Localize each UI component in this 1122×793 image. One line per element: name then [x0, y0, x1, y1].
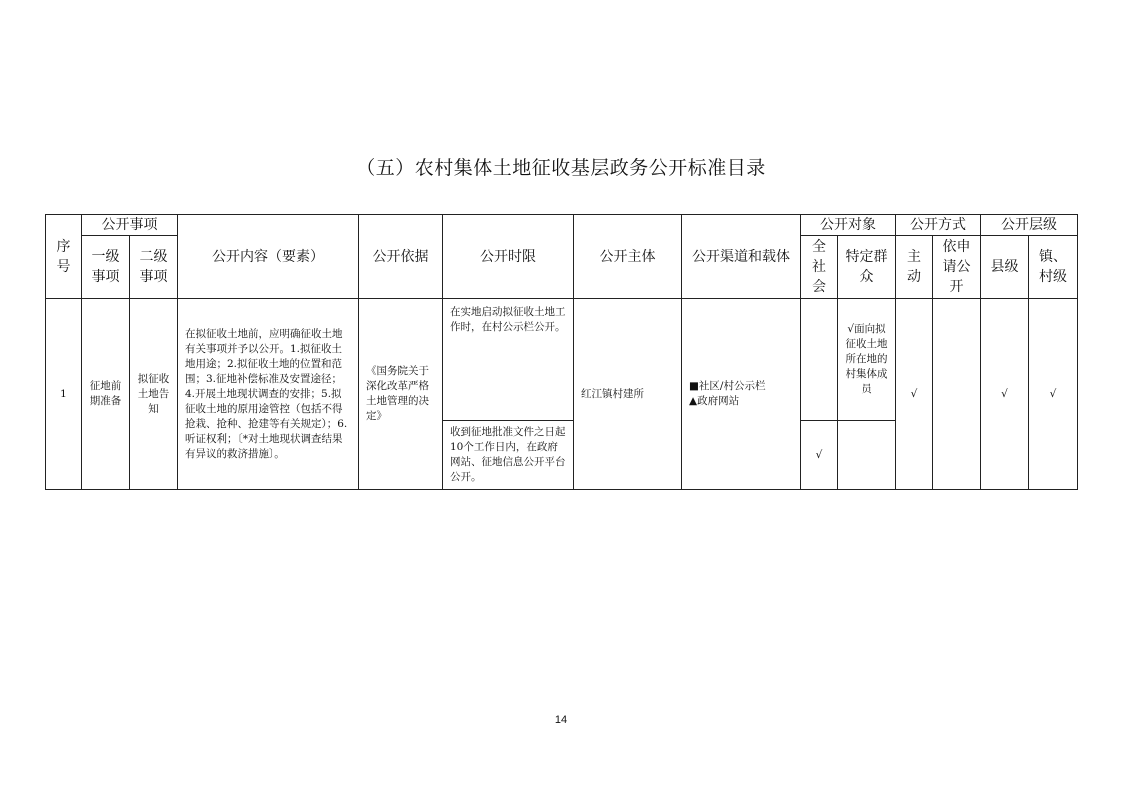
- cell-level2: 拟征收土地告知: [130, 299, 178, 490]
- cell-channel: [682, 299, 801, 490]
- cell-time-limit-1: 在实地启动拟征收土地工作时，在村公示栏公开。: [443, 299, 574, 421]
- header-content: 公开内容（要素）: [178, 215, 359, 299]
- cell-basis: 《国务院关于深化改革严格土地管理的决定》: [359, 299, 443, 490]
- cell-specific-group-2: [838, 421, 896, 490]
- header-level1: 一级事项: [82, 236, 130, 299]
- header-subject: 公开主体: [574, 215, 682, 299]
- header-level: 公开层级: [981, 215, 1078, 236]
- cell-seq: 1: [46, 299, 82, 490]
- header-specific-group: 特定群众: [838, 236, 896, 299]
- cell-time-limit-2: 收到征地批准文件之日起10个工作日内，在政府网站、征地信息公开平台公开。: [443, 421, 574, 490]
- catalog-table: [45, 214, 1078, 490]
- header-town-village: 镇、村级: [1029, 236, 1078, 299]
- header-channel: 公开渠道和载体: [682, 215, 801, 299]
- header-proactive: 主动: [896, 236, 933, 299]
- cell-content: 在拟征收土地前，应明确征收土地有关事项并予以公开。1.拟征收土地用途；2.拟征收土地的位置和范围；3.征地补偿标准及安置途径；4.开展土地现状调查的安排；5.拟征收土地的原用途管控（包括不得抢栽、抢种、抢建等有关规定）；6.听证权利；〔*对土地现状调查结果有异议的救济措施〕。: [178, 299, 359, 490]
- header-method: 公开方式: [896, 215, 981, 236]
- table-row: [46, 299, 1078, 421]
- cell-specific-group-1: √面向拟征收土地所在地的村集体成员: [838, 299, 896, 421]
- header-basis: 公开依据: [359, 215, 443, 299]
- header-county: 县级: [981, 236, 1029, 299]
- cell-whole-society-1: [801, 299, 838, 421]
- header-time-limit: 公开时限: [443, 215, 574, 299]
- page-number: 14: [554, 714, 568, 726]
- cell-whole-society-2: √: [801, 421, 838, 490]
- cell-level1: 征地前期准备: [82, 299, 130, 490]
- header-on-request: 依申请公开: [933, 236, 981, 299]
- header-level2: 二级事项: [130, 236, 178, 299]
- header-public-matter: 公开事项: [82, 215, 178, 236]
- cell-county: √: [981, 299, 1029, 490]
- channel-government-website: ▲政府网站: [689, 395, 740, 407]
- cell-proactive: √: [896, 299, 933, 490]
- header-seq: 序号: [46, 215, 82, 299]
- page-title: （五）农村集体土地征收基层政务公开标准目录: [356, 157, 766, 179]
- header-target: 公开对象: [801, 215, 896, 236]
- header-row-1: [46, 215, 1078, 236]
- cell-town-village: √: [1029, 299, 1078, 490]
- header-whole-society: 全社会: [801, 236, 838, 299]
- cell-subject: 红江镇村建所: [574, 299, 682, 490]
- channel-bulletin-board: ■社区/村公示栏: [689, 380, 766, 392]
- cell-on-request: [933, 299, 981, 490]
